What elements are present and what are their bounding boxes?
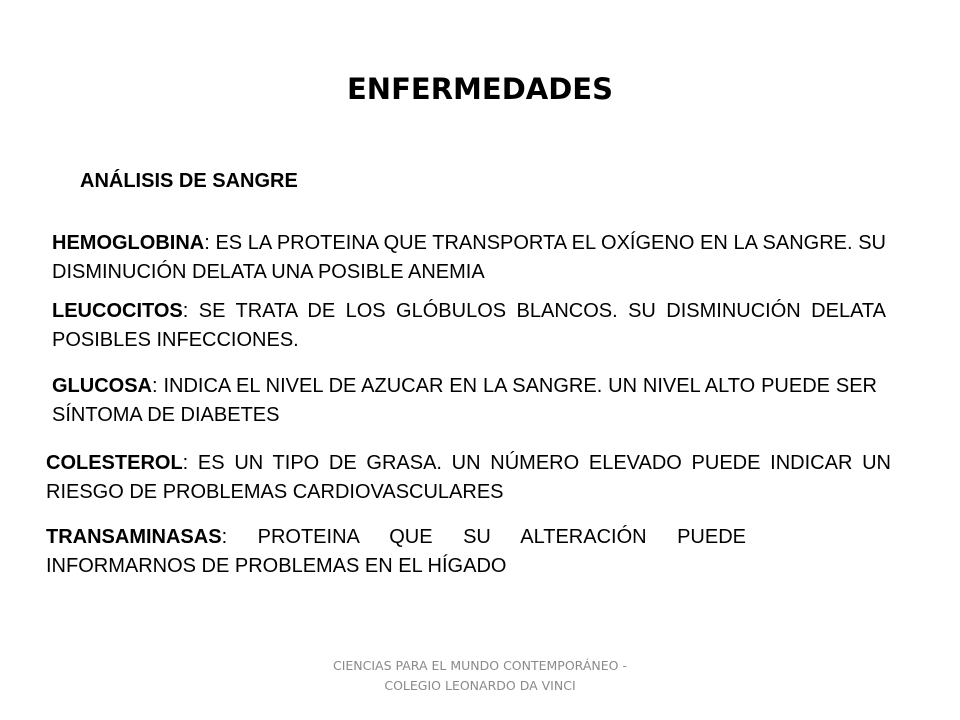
item-text: : SE TRATA DE LOS GLÓBULOS BLANCOS. SU DISMINUCIÓN DELATA POSIBLES INFECCIONES. <box>52 300 886 351</box>
item-glucosa <box>52 372 877 430</box>
item-transaminasas <box>46 523 746 581</box>
item-term: TRANSAMINASAS <box>46 526 222 548</box>
item-colesterol <box>46 449 891 507</box>
item-leucocitos <box>52 297 886 355</box>
section-heading: ANÁLISIS DE SANGRE <box>80 170 298 192</box>
item-text: : ES LA PROTEINA QUE TRANSPORTA EL OXÍGENO EN LA SANGRE. SU DISMINUCIÓN DELATA UNA POSIBLE ANEMIA <box>52 232 886 283</box>
item-term: HEMOGLOBINA <box>52 232 205 254</box>
item-text: : INDICA EL NIVEL DE AZUCAR EN LA SANGRE. UN NIVEL ALTO PUEDE SER SÍNTOMA DE DIABETES <box>52 375 877 426</box>
slide-footer: CIENCIAS PARA EL MUNDO CONTEMPORÁNEO - COLEGIO LEONARDO DA VINCI <box>332 658 627 693</box>
item-text: : PROTEINA QUE SU ALTERACIÓN PUEDE INFORMARNOS DE PROBLEMAS EN EL HÍGADO <box>46 526 746 577</box>
item-term: LEUCOCITOS <box>52 300 183 322</box>
slide-title: ENFERMEDADES <box>347 72 613 106</box>
item-term: COLESTEROL <box>46 452 183 474</box>
item-term: GLUCOSA <box>52 375 152 397</box>
item-hemoglobina <box>52 229 886 287</box>
item-text: : ES UN TIPO DE GRASA. UN NÚMERO ELEVADO PUEDE INDICAR UN RIESGO DE PROBLEMAS CARDIOVASCULARES <box>46 452 891 503</box>
